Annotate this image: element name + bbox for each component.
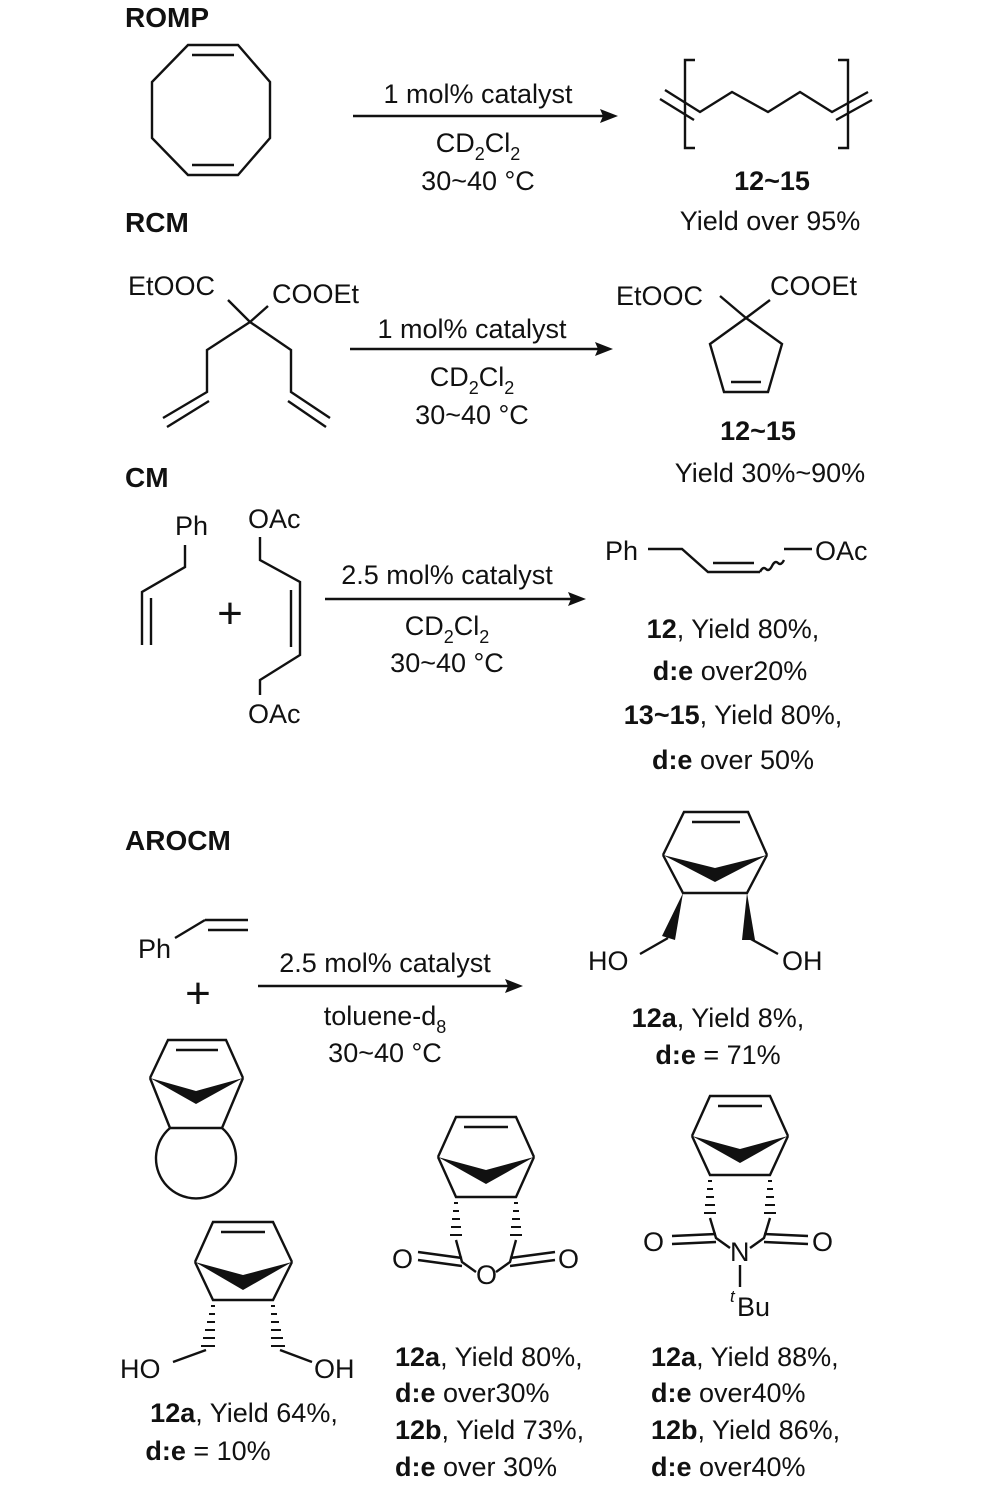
arocm-plus-sign: + (185, 969, 211, 1018)
section-title-romp: ROMP (125, 2, 209, 33)
product-1-de: d:e = 71% (655, 1040, 781, 1070)
product-4-imide-structure (643, 1096, 833, 1322)
section-title-cm: CM (125, 462, 169, 493)
svg-text:Bu: Bu (737, 1292, 771, 1322)
cyclopentene-diester-structure (616, 271, 858, 392)
cm-result-line-2: d:e over20% (652, 656, 808, 686)
svg-text:HO: HO (588, 946, 629, 976)
product-1-yield: 12a, Yield 8%, (631, 1003, 805, 1033)
product-4-yield-a: 12a, Yield 88%, (651, 1342, 839, 1372)
styrene-structure (138, 920, 248, 964)
cm-result-line-4: d:e over 50% (651, 745, 815, 775)
product-4-de-a: d:e over40% (651, 1378, 806, 1408)
product-4-yield-b: 12b, Yield 86%, (651, 1415, 841, 1445)
arocm-temperature-label: 30~40 °C (328, 1038, 442, 1068)
rcm-catalyst-label: 1 mol% catalyst (377, 314, 567, 344)
cm-result-line-1: 12, Yield 80%, (646, 614, 820, 644)
diethyl-diallylmalonate-structure (128, 271, 360, 427)
section-title-rcm: RCM (125, 207, 189, 238)
romp-solvent-label: $CD_2Cl_2$ (435, 128, 521, 164)
product-3-de-a: d:e over30% (395, 1378, 550, 1408)
svg-text:HO: HO (120, 1354, 161, 1384)
cm-conditions (325, 560, 586, 678)
cm-product-structure (605, 536, 868, 572)
rcm-yield: Yield 30%~90% (674, 458, 866, 488)
product-3-yield-b: 12b, Yield 73%, (395, 1415, 585, 1445)
product-3-anhydride-structure (392, 1117, 579, 1290)
rcm-temperature-label: 30~40 °C (415, 400, 529, 430)
cm-catalyst-label: 2.5 mol% catalyst (341, 560, 553, 590)
svg-text:O: O (392, 1244, 414, 1274)
norbornene-generic-structure (150, 1040, 243, 1198)
cm-solvent-label: $CD_2Cl_2$ (404, 611, 490, 647)
svg-text:COOEt: COOEt (770, 271, 858, 301)
romp-conditions (353, 79, 618, 196)
svg-text:EtOOC: EtOOC (128, 271, 216, 301)
rcm-conditions (350, 314, 613, 430)
romp-catalyst-label: 1 mol% catalyst (383, 79, 573, 109)
rcm-product-id: 12~15 (720, 416, 796, 446)
arocm-solvent-label: toluene-$d_8$ (323, 1001, 447, 1037)
cm-temperature-label: 30~40 °C (390, 648, 504, 678)
svg-text:t: t (730, 1287, 735, 1306)
product-4-de-b: d:e over40% (651, 1452, 806, 1482)
svg-text:O: O (476, 1260, 498, 1290)
cis-butenediol-diacetate-structure (248, 504, 301, 729)
section-title-arocm: AROCM (125, 825, 231, 856)
product-1-diol-structure (588, 812, 823, 976)
svg-text:O: O (812, 1227, 834, 1257)
arocm-catalyst-label: 2.5 mol% catalyst (279, 948, 491, 978)
product-2-diol-structure (120, 1222, 355, 1384)
product-2-yield: 12a, Yield 64%, (150, 1398, 338, 1428)
svg-text:O: O (558, 1244, 580, 1274)
svg-text:N: N (730, 1237, 750, 1267)
romp-yield: Yield over 95% (679, 206, 861, 236)
svg-text:OH: OH (782, 946, 823, 976)
arocm-conditions (258, 948, 523, 1068)
allylbenzene-structure (142, 511, 208, 645)
svg-text:Ph: Ph (138, 934, 172, 964)
polyoctenamer-structure (660, 60, 872, 148)
svg-text:COOEt: COOEt (272, 279, 360, 309)
cm-result-line-3: 13~15, Yield 80%, (623, 700, 843, 730)
svg-text:OAc: OAc (248, 504, 301, 534)
product-2-de: d:e = 10% (145, 1436, 271, 1466)
svg-text:OAc: OAc (815, 536, 868, 566)
rcm-solvent-label: $CD_2Cl_2$ (429, 362, 515, 398)
svg-text:OAc: OAc (248, 699, 301, 729)
svg-text:Ph: Ph (605, 536, 639, 566)
svg-text:EtOOC: EtOOC (616, 281, 704, 311)
product-3-de-b: d:e over 30% (395, 1452, 558, 1482)
romp-product-id: 12~15 (734, 166, 810, 196)
svg-text:O: O (643, 1227, 665, 1257)
svg-text:Ph: Ph (175, 511, 209, 541)
romp-temperature-label: 30~40 °C (421, 166, 535, 196)
cm-plus-sign: + (217, 589, 243, 638)
product-3-yield-a: 12a, Yield 80%, (395, 1342, 583, 1372)
cyclooctadiene-structure (152, 45, 270, 175)
svg-text:OH: OH (314, 1354, 355, 1384)
